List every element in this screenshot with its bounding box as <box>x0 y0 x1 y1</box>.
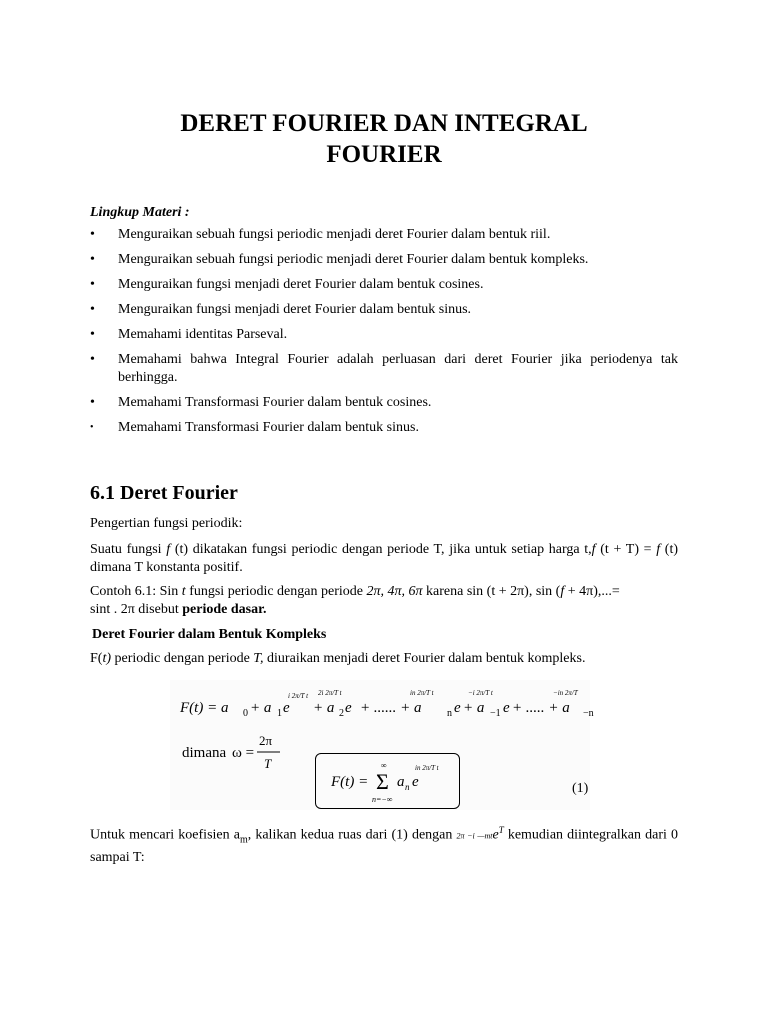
math-symbol: t) <box>102 651 112 666</box>
math-expression: 2π −i —mt <box>456 831 493 841</box>
bullet-icon: • <box>90 227 95 242</box>
bullet-icon: • <box>90 422 94 433</box>
bullet-icon: • <box>90 277 95 292</box>
math-symbol: T, <box>253 651 264 666</box>
bullet-icon: • <box>90 252 95 267</box>
math-expression: 2π, 4π, 6π <box>366 584 423 599</box>
formula-box-term: a <box>397 774 405 790</box>
text-run: fungsi periodic dengan periode <box>185 584 367 599</box>
formula-subscript: 0 <box>243 708 248 719</box>
text-run: kemudian diintegralkan dari 0 sampai T: <box>90 827 678 866</box>
math-symbol: f <box>591 542 596 557</box>
formula-lhs: F(t) = a <box>180 700 229 716</box>
formula-dimana: dimana <box>182 745 227 761</box>
bullet-icon: • <box>90 302 95 317</box>
text-run: karena sin (t + 2π), sin ( <box>422 584 561 599</box>
boxed-formula-frame <box>315 753 460 809</box>
formula-subscript: −1 <box>490 708 501 719</box>
text-run: Suatu fungsi <box>90 542 167 557</box>
text-run: sint . 2π disebut <box>90 602 183 617</box>
formula-exp-base: e <box>283 700 290 716</box>
subsection-heading: Deret Fourier dalam Bentuk Kompleks <box>92 627 327 642</box>
text-run: Contoh 6.1: Sin <box>90 584 182 599</box>
math-symbol: t <box>181 584 186 599</box>
formula-omega-denominator: T <box>264 756 272 771</box>
formula-sum-top: ∞ <box>381 761 387 770</box>
list-item-text: Memahami Transformasi Fourier dalam bentuk cosines. <box>118 395 432 410</box>
text-run: (t) dikatakan fungsi periodic dengan periode T, jika untuk setiap harga t, <box>170 542 592 557</box>
text-run: + 4π),...= <box>564 584 620 599</box>
bullet-icon: • <box>90 327 95 342</box>
formula-omega-numerator: 2π <box>259 733 273 748</box>
title-line-2: FOURIER <box>326 141 442 168</box>
list-item-text: Memahami Transformasi Fourier dalam bentuk sinus. <box>118 420 419 435</box>
bold-term: periode dasar. <box>182 602 267 617</box>
list-item-text: Memahami bahwa Integral Fourier adalah perluasan dari deret Fourier jika periodenya tak berhingga. <box>118 352 678 385</box>
list-item-text: Menguraikan sebuah fungsi periodic menjadi deret Fourier dalam bentuk riil. <box>118 227 551 242</box>
formula-box-lhs: F(t) = <box>331 774 369 790</box>
math-symbol: f <box>166 542 171 557</box>
text-subscript: m <box>239 834 248 846</box>
formula-term: + a <box>463 700 485 716</box>
formula-exponent: −i 2π/T t <box>468 689 493 697</box>
text-run: diuraikan menjadi deret Fourier dalam bentuk kompleks. <box>263 651 586 666</box>
list-item-text: Memahami identitas Parseval. <box>118 327 288 342</box>
formula-exp-base: e <box>345 700 352 716</box>
title-line-1: DERET FOURIER DAN INTEGRAL <box>180 110 588 137</box>
formula-subscript: 2 <box>339 708 344 719</box>
math-superscript: T <box>498 825 504 835</box>
formula-term: + a <box>250 700 272 716</box>
formula-sigma: Σ <box>376 769 389 794</box>
formula-exp-base: e <box>503 700 510 716</box>
text-run: , kalikan kedua ruas dari (1) dengan <box>247 827 453 843</box>
section-heading: 6.1 Deret Fourier <box>90 482 238 504</box>
formula-omega: ω = <box>232 745 255 761</box>
equation-number: (1) <box>572 781 589 796</box>
bullet-icon: • <box>90 352 95 367</box>
formula-exponent: in 2π/T t <box>410 689 434 697</box>
math-symbol: e <box>492 827 499 843</box>
text-run: (t + T) = <box>595 542 657 557</box>
math-symbol: f <box>560 584 565 599</box>
formula-subscript: 1 <box>277 708 282 719</box>
math-symbol: f <box>656 542 661 557</box>
formula-term: + ..... + a <box>512 700 570 716</box>
list-item-text: Menguraikan fungsi menjadi deret Fourier dalam bentuk sinus. <box>118 302 472 317</box>
formula-term: + ...... + a <box>360 700 422 716</box>
list-item-text: Menguraikan sebuah fungsi periodic menjadi deret Fourier dalam bentuk kompleks. <box>118 252 589 267</box>
formula-exponent: i 2π/T t <box>288 692 309 700</box>
text-run: (t) dimana T konstanta positif. <box>90 542 679 575</box>
formula-subscript: −n <box>583 708 594 719</box>
paragraph-coefficient <box>90 821 678 867</box>
paragraph-pengertian: Pengertian fungsi periodik: <box>90 516 243 531</box>
formula-term: + a <box>313 700 335 716</box>
formula-box-subscript: n <box>405 782 410 792</box>
text-run: periodic dengan periode <box>111 651 254 666</box>
bullet-icon: • <box>90 395 95 410</box>
list-item-text: Menguraikan fungsi menjadi deret Fourier dalam bentuk cosines. <box>118 277 484 292</box>
formula-subscript: n <box>447 708 452 719</box>
formula-exp-base: e <box>412 774 419 790</box>
formula-sum-bottom: n=−∞ <box>372 795 393 804</box>
formula-box-exponent: in 2π/T t <box>415 764 439 772</box>
text-run: Untuk mencari koefisien a <box>90 827 240 843</box>
formula-exponent: −in 2π/T <box>553 689 578 697</box>
formula-exp-base: e <box>454 700 461 716</box>
lingkup-materi-label: Lingkup Materi : <box>90 205 190 220</box>
formula-exponent: 2i 2π/T t <box>318 689 342 697</box>
text-run: F( <box>90 651 103 666</box>
